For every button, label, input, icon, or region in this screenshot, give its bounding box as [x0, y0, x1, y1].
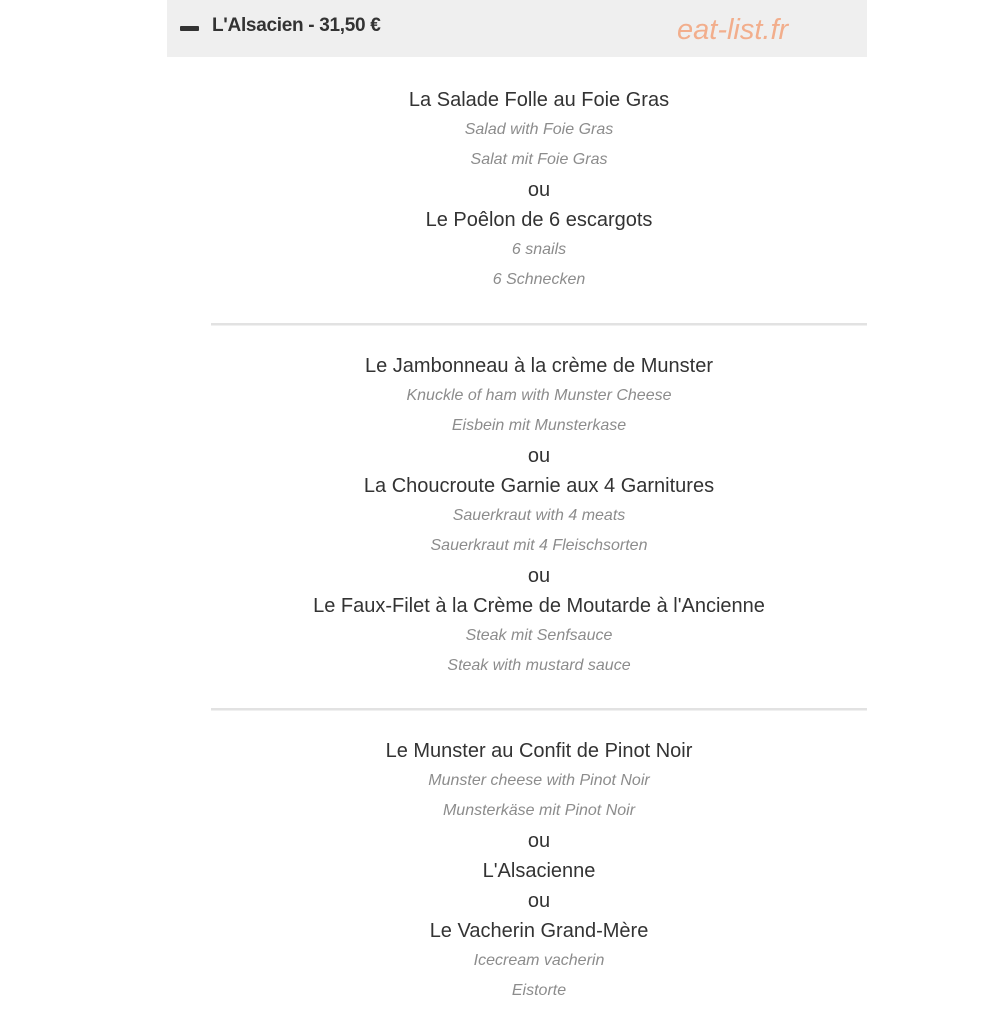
menu-accordion-header[interactable]: [167, 0, 867, 57]
course-divider: [211, 323, 867, 326]
dish-name: Le Poêlon de 6 escargots: [425, 209, 653, 231]
dish-name: Le Munster au Confit de Pinot Noir: [385, 740, 693, 762]
dish-name: Le Jambonneau à la crème de Munster: [365, 355, 713, 377]
dish-translation-en: Salad with Foie Gras: [464, 121, 614, 138]
course-starters: [211, 85, 867, 295]
dish-translation-en: Sauerkraut with 4 meats: [452, 507, 626, 524]
option-separator: ou: [527, 565, 551, 587]
dish-name: L'Alsacienne: [482, 860, 596, 882]
dish-translation-de: Salat mit Foie Gras: [470, 151, 608, 168]
dish-name: Le Vacherin Grand-Mère: [429, 920, 649, 942]
watermark: eat-list.fr: [677, 14, 789, 46]
dish-name: La Choucroute Garnie aux 4 Garnitures: [363, 475, 715, 497]
menu-title: L'Alsacien - 31,50 €: [212, 15, 381, 36]
dish-translation-en: Knuckle of ham with Munster Cheese: [406, 387, 672, 404]
dish-name: Le Faux-Filet à la Crème de Moutarde à l'Ancienne: [313, 595, 765, 617]
dish-name: La Salade Folle au Foie Gras: [408, 89, 670, 111]
dish-translation-en: Steak with mustard sauce: [447, 657, 631, 674]
option-separator: ou: [527, 179, 551, 201]
dish-translation-en: Icecream vacherin: [473, 952, 605, 969]
dish-translation-de: Eistorte: [511, 982, 567, 999]
dish-translation-de: Steak mit Senfsauce: [465, 627, 613, 644]
dish-translation-de: Eisbein mit Munsterkase: [451, 417, 627, 434]
option-separator: ou: [527, 830, 551, 852]
course-divider: [211, 708, 867, 711]
dish-translation-en: Munster cheese with Pinot Noir: [428, 772, 650, 789]
option-separator: ou: [527, 445, 551, 467]
dish-translation-de: 6 Schnecken: [492, 271, 586, 288]
option-separator: ou: [527, 890, 551, 912]
minus-icon[interactable]: [180, 26, 199, 31]
dish-translation-de: Sauerkraut mit 4 Fleischsorten: [430, 537, 648, 554]
dish-translation-en: 6 snails: [511, 241, 567, 258]
course-desserts: [211, 736, 867, 1006]
course-mains: [211, 351, 867, 681]
dish-translation-de: Munsterkäse mit Pinot Noir: [442, 802, 636, 819]
